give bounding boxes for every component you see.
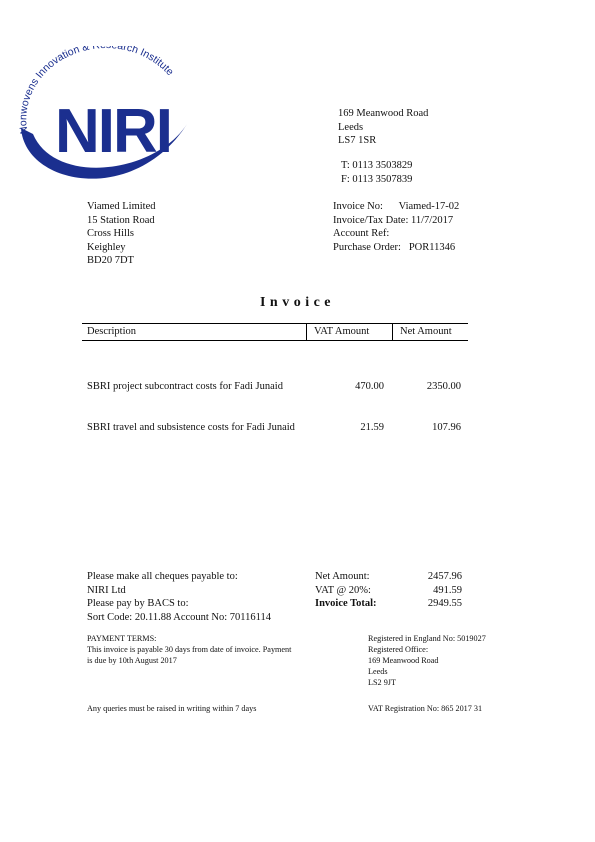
invoice-number-label: Invoice No: — [333, 201, 383, 212]
totals-labels — [315, 570, 377, 611]
invoice-title: Invoice — [259, 295, 336, 310]
customer-address-line: 15 Station Road — [87, 214, 155, 226]
invoice-total-label: Invoice Total: — [315, 598, 377, 609]
header-divider — [306, 324, 307, 340]
header-description: Description — [87, 326, 136, 337]
purchase-order-row — [333, 241, 459, 255]
customer-address-line: Viamed Limited — [87, 201, 156, 212]
item-vat-amount: 470.00 — [355, 381, 384, 392]
payment-terms — [87, 633, 291, 666]
registered-line: LS2 9JT — [368, 678, 396, 687]
customer-address-line: Keighley — [87, 241, 126, 253]
customer-address — [87, 200, 155, 268]
invoice-number: Viamed-17-02 — [398, 201, 460, 212]
invoice-number-row — [333, 200, 459, 214]
niri-logo — [15, 46, 188, 191]
logo-arc-text: Nonwovens Innovation & arch Institute — [17, 46, 176, 135]
payment-line: Please make all cheques payable to: — [87, 571, 238, 582]
sender-address-line: Leeds — [338, 121, 364, 133]
payment-terms-line: is due by 10th August 2017 — [87, 656, 177, 665]
vat-label: VAT @ 20%: — [315, 584, 371, 596]
net-amount-label: Net Amount: — [315, 571, 370, 582]
registered-line: Registered in England No: 5019027 — [368, 634, 486, 643]
purchase-order: POR11346 — [408, 241, 456, 253]
sender-address — [338, 107, 428, 148]
payment-line: NIRI Ltd — [87, 584, 126, 596]
header-vat-amount: VAT Amount — [314, 326, 370, 337]
sender-phone: T: 0113 3503829 — [341, 160, 413, 171]
sender-fax: F: 0113 3507839 — [341, 173, 413, 185]
payment-terms-line: This invoice is payable 30 days from date of invoice. Payment — [87, 645, 292, 654]
item-description: SBRI project subcontract costs for Fadi Junaid — [87, 381, 283, 392]
payment-line: Please pay by BACS to: — [87, 598, 189, 609]
registered-office — [368, 633, 486, 688]
vat-value: 491.59 — [433, 584, 462, 596]
account-ref-label: Account Ref: — [333, 228, 390, 239]
payment-line: Sort Code: 20.11.88 Account No: 70116114 — [87, 611, 272, 623]
account-ref-row — [333, 227, 459, 241]
queries-note: Any queries must be raised in writing within 7 days — [87, 704, 257, 713]
invoice-meta — [333, 200, 459, 254]
registered-line: Leeds — [368, 667, 388, 676]
item-vat-amount: 21.59 — [360, 422, 384, 433]
header-net-amount: Net Amount — [400, 326, 452, 337]
invoice-total-value: 2949.55 — [427, 598, 462, 609]
purchase-order-label: Purchase Order: — [333, 241, 401, 253]
item-net-amount: 2350.00 — [426, 381, 461, 392]
niri-logo-graphic — [15, 46, 188, 191]
net-amount-value: 2457.96 — [427, 571, 462, 582]
vat-registration: VAT Registration No: 865 2017 31 — [368, 704, 483, 713]
customer-address-line: Cross Hills — [87, 228, 134, 239]
logo-wordmark: NIRI — [55, 97, 171, 166]
invoice-date: 11/7/2017 — [410, 214, 454, 226]
sender-address-line: LS7 1SR — [338, 135, 377, 146]
totals-values — [402, 570, 462, 611]
sender-address-line: 169 Meanwood Road — [338, 108, 429, 119]
items-table-header — [82, 323, 468, 341]
registered-line: 169 Meanwood Road — [368, 656, 439, 665]
item-net-amount: 107.96 — [432, 422, 461, 433]
sender-contact — [341, 159, 412, 186]
header-divider — [392, 324, 393, 340]
payment-instructions — [87, 570, 271, 624]
customer-address-line: BD20 7DT — [87, 255, 134, 266]
registered-line: Registered Office: — [368, 645, 429, 654]
payment-terms-heading: PAYMENT TERMS: — [87, 634, 157, 643]
invoice-date-row — [333, 214, 459, 228]
item-description: SBRI travel and subsistence costs for Fadi Junaid — [87, 422, 295, 433]
invoice-date-label: Invoice/Tax Date: — [333, 214, 409, 226]
